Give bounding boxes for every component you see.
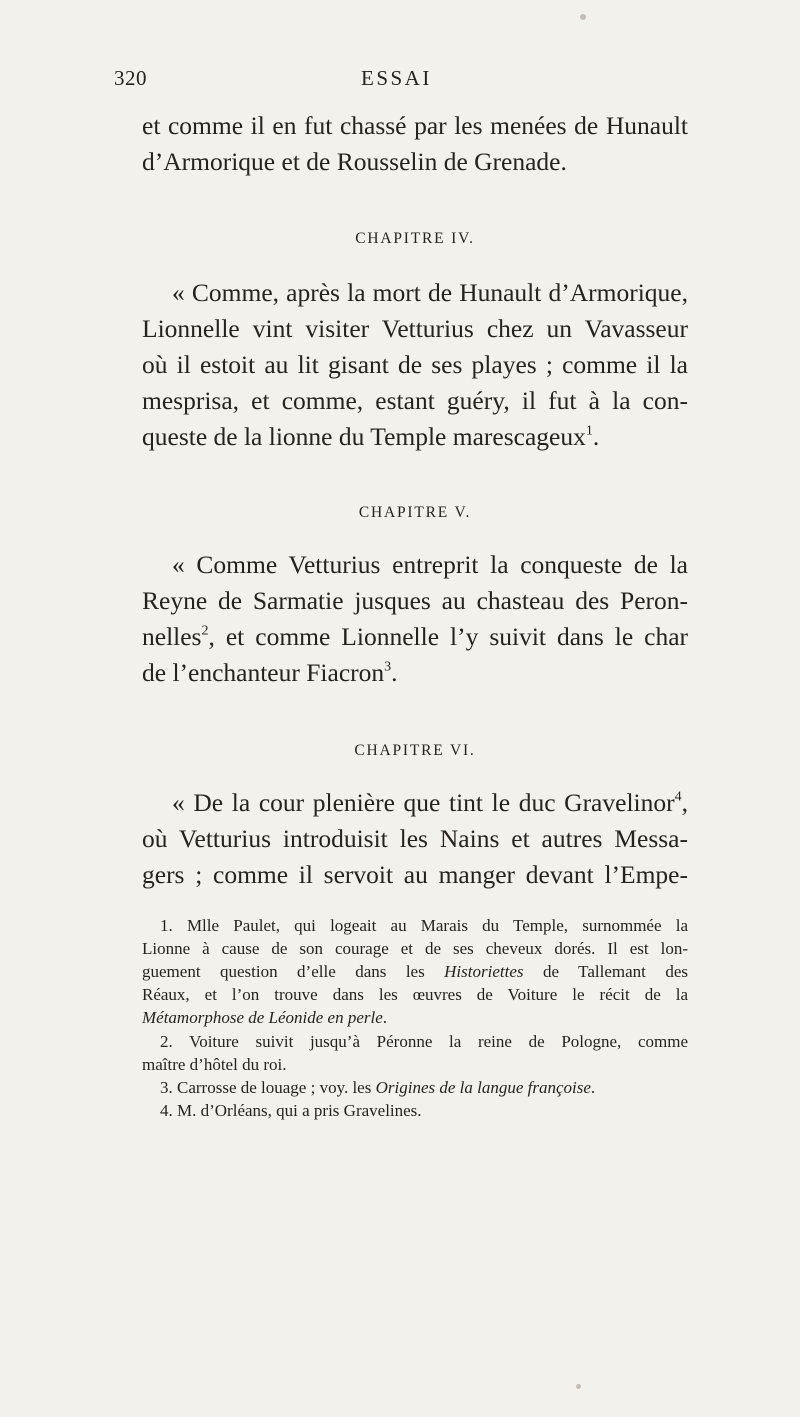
footnote-3	[160, 1077, 688, 1099]
footnote-1-line-5-end: .	[382, 1008, 388, 1027]
footnote-ref-4[interactable]: 4	[674, 789, 682, 805]
footnote-4: 4. M. d’Orléans, qui a pris Gravelines.	[160, 1101, 422, 1120]
footnote-ref-1[interactable]: 1	[585, 423, 593, 439]
chapter-iv-line-5-text: queste de la lionne du Temple marescageux	[142, 422, 586, 451]
chapter-iv-heading: CHAPITRE IV.	[355, 230, 475, 247]
chapter-v-line-4-end: .	[391, 658, 398, 687]
chapter-vi-heading: CHAPITRE VI.	[354, 742, 476, 759]
chapter-v-line-4	[142, 655, 688, 691]
chapter-iv-line-4: mesprisa, et comme, estant guéry, il fut à la con-	[142, 386, 688, 415]
footnote-1-line-4: Réaux, et l’on trouve dans les œuvres de Voiture le récit de la	[142, 985, 688, 1004]
footnote-1-title-historiettes: Historiettes	[444, 962, 524, 981]
chapter-iv-line-5	[142, 419, 688, 455]
chapter-v-line-4-text: de l’enchanteur Fiacron	[142, 658, 385, 687]
footnote-3-title-origines: Origines de la langue françoise	[375, 1078, 591, 1097]
running-head: ESSAI	[361, 66, 432, 90]
chapter-vi-line-1-text: « De la cour plenière que tint le duc Gravelinor	[172, 788, 675, 817]
footnote-1-line-3-a: guement question d’elle dans les	[142, 962, 445, 981]
chapter-iv-line-1: « Comme, après la mort de Hunault d’Armorique,	[172, 278, 688, 307]
chapter-v-line-3-text: nelles	[142, 622, 202, 651]
chapter-iv-line-2: Lionnelle vint visiter Vetturius chez un Vavasseur	[142, 314, 688, 343]
footnote-1-line-3	[142, 961, 688, 983]
footnote-1-line-5	[142, 1007, 688, 1029]
chapter-vi-line-1-end: ,	[681, 788, 688, 817]
chapter-vi-line-3: gers ; comme il servoit au manger devant l’Empe-	[142, 860, 688, 889]
footnote-2-line-2: maître d’hôtel du roi.	[142, 1055, 287, 1074]
chapter-v-heading: CHAPITRE V.	[358, 504, 472, 521]
page-number: 320	[114, 66, 147, 90]
paper-speck	[580, 14, 586, 20]
chapter-v-line-3	[142, 619, 688, 655]
footnote-ref-2[interactable]: 2	[201, 623, 209, 639]
footnote-3-text: 3. Carrosse de louage ; voy. les	[160, 1078, 376, 1097]
chapter-v-line-2: Reyne de Sarmatie jusques au chasteau des Peron-	[142, 586, 688, 615]
paper-speck	[576, 1384, 581, 1389]
footnote-2-line-1: 2. Voiture suivit jusqu’à Péronne la reine de Pologne, comme	[160, 1032, 688, 1051]
footnote-1-line-2: Lionne à cause de son courage et de ses cheveux dorés. Il est lon-	[142, 939, 688, 958]
page-header	[0, 66, 800, 96]
footnote-3-end: .	[590, 1078, 596, 1097]
chapter-vi-line-1	[172, 785, 688, 821]
chapter-v-line-3-rest: , et comme Lionnelle l’y suivit dans le char	[208, 622, 688, 651]
chapter-vi-line-2: où Vetturius introduisit les Nains et autres Messa-	[142, 824, 688, 853]
footnote-1-title-metamorphose: Métamorphose de Léonide en perle	[142, 1008, 383, 1027]
intro-line-2: d’Armorique et de Rousselin de Grenade.	[142, 147, 567, 176]
chapter-iv-line-5-end: .	[592, 422, 600, 451]
chapter-iv-line-3: où il estoit au lit gisant de ses playes ; comme il la	[142, 350, 688, 379]
intro-line-1: et comme il en fut chassé par les menées de Hunault	[142, 111, 688, 140]
footnote-1-line-3-b: de Tallemant des	[523, 962, 688, 981]
chapter-v-line-1: « Comme Vetturius entreprit la conqueste de la	[172, 550, 688, 579]
footnote-ref-3[interactable]: 3	[384, 659, 392, 675]
footnote-1-line-1: 1. Mlle Paulet, qui logeait au Marais du Temple, surnommée la	[160, 916, 688, 935]
